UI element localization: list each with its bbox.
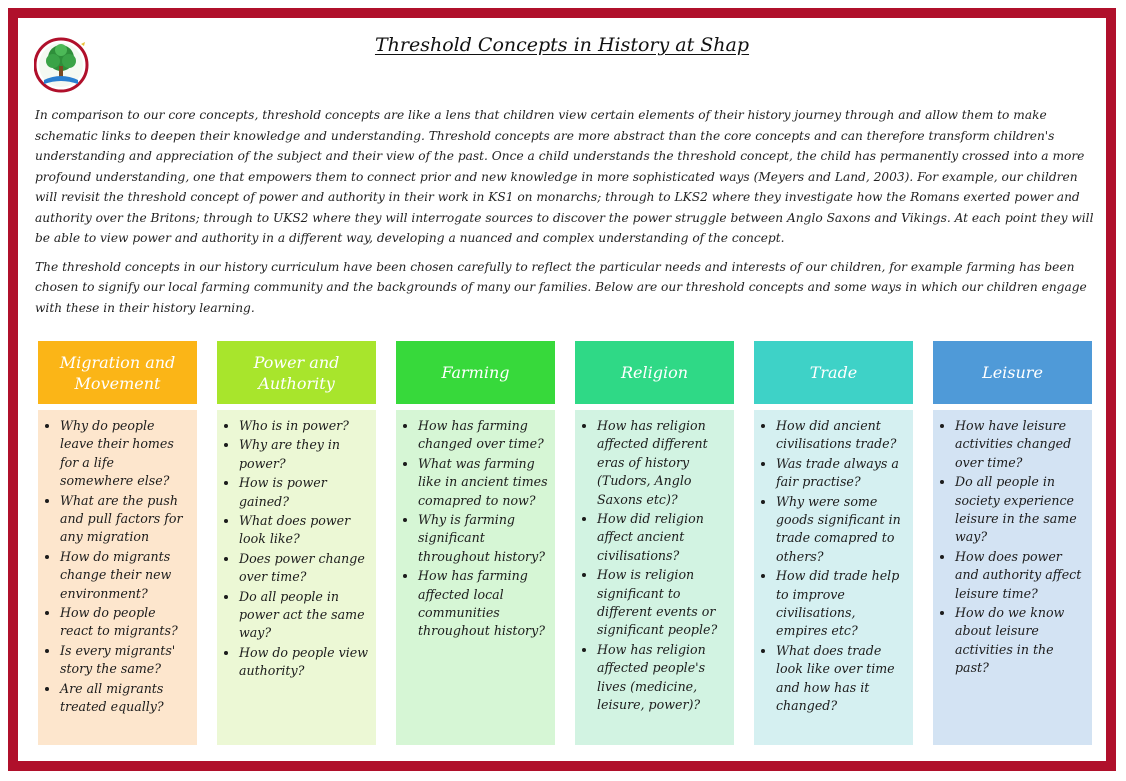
question-item: • What does trade look like over time and how has it changed? bbox=[776, 642, 907, 716]
concept-columns bbox=[38, 341, 1100, 745]
question-item: • What does power look like? bbox=[239, 512, 370, 549]
question-item: • How has religion affected people's lives (medicine, leisure, power)? bbox=[597, 641, 728, 715]
concept-questions bbox=[38, 410, 197, 745]
concept-heading: Migration and Movement bbox=[38, 341, 197, 404]
intro-paragraph-1: In comparison to our core concepts, threshold concepts are like a lens that children view certain elements of their history journey through and allow them to make schematic links to deepen their knowledge and understanding. Threshold concepts are more abstract than the core concepts and can therefore transform children's understanding and appreciation of the subject and their view of the past. Once a child understands the threshold concept, the child has permanently crossed into a more profound understanding, one that empowers them to connect prior and new knowledge in more sophisticated ways (Meyers and Land, 2003). For example, our children will revisit the threshold concept of power and authority in their work in KS1 on monarchs; through to LKS2 where they investigate how the Romans exerted power and authority over the Britons; through to UKS2 where they will interrogate sources to discover the power struggle between Anglo Saxons and Vikings. At each point they will be able to view power and authority in a different way, developing a nuanced and complex understanding of the concept. bbox=[35, 108, 1094, 245]
question-item: • How did ancient civilisations trade? bbox=[776, 417, 907, 454]
concept-heading: Farming bbox=[396, 341, 555, 404]
concept-column-farming bbox=[396, 341, 555, 745]
question-item: • How do migrants change their new environment? bbox=[60, 548, 191, 603]
question-item: • Why were some goods significant in trade comapred to others? bbox=[776, 493, 907, 567]
question-item: • Is every migrants' story the same? bbox=[60, 642, 191, 679]
question-item: • How is power gained? bbox=[239, 474, 370, 511]
question-item: • How do people view authority? bbox=[239, 644, 370, 681]
question-item: • How does power and authority affect leisure time? bbox=[955, 548, 1086, 603]
concept-questions bbox=[396, 410, 555, 745]
intro-paragraph-2: The threshold concepts in our history curriculum have been chosen carefully to reflect the particular needs and interests of our children, for example farming has been chosen to signify our local farming community and the backgrounds of many our families. Below are our threshold concepts and some ways in which our children engage with these in their history learning. bbox=[35, 259, 1087, 315]
concept-column-religion bbox=[575, 341, 734, 745]
question-item: • Why are they in power? bbox=[239, 436, 370, 473]
question-item: • Was trade always a fair practise? bbox=[776, 455, 907, 492]
concept-heading: Trade bbox=[754, 341, 913, 404]
question-item: • Does power change over time? bbox=[239, 550, 370, 587]
question-item: • How has farming affected local communities throughout history? bbox=[418, 567, 549, 641]
question-item: • Why do people leave their homes for a life somewhere else? bbox=[60, 417, 191, 491]
concept-questions bbox=[933, 410, 1092, 745]
question-item: • How do we know about leisure activities in the past? bbox=[955, 604, 1086, 678]
question-item: • Why is farming significant throughout history? bbox=[418, 511, 549, 566]
concept-questions bbox=[754, 410, 913, 745]
concept-heading: Power and Authority bbox=[217, 341, 376, 404]
question-item: • How is religion significant to different events or significant people? bbox=[597, 566, 728, 640]
question-item: • What are the push and pull factors for any migration bbox=[60, 492, 191, 547]
question-item: • How did trade help to improve civilisations, empires etc? bbox=[776, 567, 907, 641]
question-item: • Do all people in society experience leisure in the same way? bbox=[955, 473, 1086, 547]
question-item: • How do people react to migrants? bbox=[60, 604, 191, 641]
question-item: • What was farming like in ancient times comapred to now? bbox=[418, 455, 549, 510]
concept-questions bbox=[575, 410, 734, 745]
intro-text bbox=[35, 105, 1094, 326]
concept-heading: Leisure bbox=[933, 341, 1092, 404]
question-item: • How did religion affect ancient civilisations? bbox=[597, 510, 728, 565]
question-item: • Do all people in power act the same way? bbox=[239, 588, 370, 643]
concept-column-trade bbox=[754, 341, 913, 745]
concept-column-power bbox=[217, 341, 376, 745]
concept-heading: Religion bbox=[575, 341, 734, 404]
question-item: • Who is in power? bbox=[239, 417, 370, 435]
concept-column-leisure bbox=[933, 341, 1092, 745]
question-item: • How has farming changed over time? bbox=[418, 417, 549, 454]
page-frame bbox=[8, 8, 1116, 771]
question-item: • How have leisure activities changed over time? bbox=[955, 417, 1086, 472]
concept-questions bbox=[217, 410, 376, 745]
page-title: Threshold Concepts in History at Shap bbox=[374, 34, 750, 56]
question-item: • How has religion affected different eras of history (Tudors, Anglo Saxons etc)? bbox=[597, 417, 728, 509]
concept-column-migration bbox=[38, 341, 197, 745]
question-item: • Are all migrants treated equally? bbox=[60, 680, 191, 717]
